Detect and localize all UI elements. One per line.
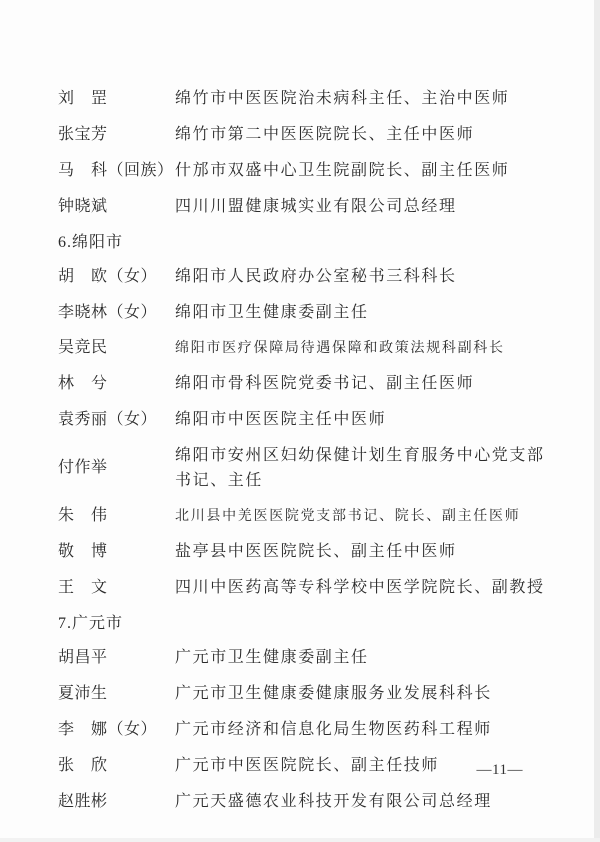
person-title: 广元市卫生健康委健康服务业发展科科长 (175, 685, 492, 702)
roster-row (58, 122, 548, 147)
roster-row (58, 789, 548, 814)
person-title: 绵竹市第二中医医院院长、主任中医师 (175, 126, 475, 143)
roster-row (58, 336, 548, 360)
person-name: 刘 罡 (58, 89, 108, 107)
person-name: 钟晓斌 (58, 197, 108, 215)
person-title: 绵阳市卫生健康委副主任 (175, 304, 369, 321)
section-heading: 7.广元市 (58, 615, 124, 632)
person-title: 广元天盛德农业科技开发有限公司总经理 (175, 793, 492, 810)
person-title: 绵阳市安州区妇幼保健计划生育服务中心党支部书记、主任 (175, 447, 545, 489)
person-title: 广元市经济和信息化局生物医药科工程师 (175, 721, 492, 738)
person-name: 李晓林（女） (58, 303, 158, 321)
roster-row (58, 717, 548, 742)
roster-row (58, 86, 548, 111)
roster-row (58, 194, 548, 219)
person-title: 什邡市双盛中心卫生院副院长、副主任医师 (175, 162, 510, 179)
person-title: 四川中医药高等专科学校中医学院院长、副教授 (175, 579, 545, 596)
person-name: 胡昌平 (58, 648, 108, 666)
roster-row (58, 158, 548, 183)
page-number: —11— (476, 762, 523, 778)
person-name: 朱 伟 (58, 507, 108, 524)
roster-row (58, 407, 548, 432)
person-title: 四川川盟健康城实业有限公司总经理 (175, 198, 457, 215)
person-title: 北川县中羌医医院党支部书记、院长、副主任医师 (175, 509, 521, 524)
roster-row (58, 504, 548, 528)
person-name: 张宝芳 (58, 125, 108, 143)
roster-row (58, 539, 548, 564)
person-title: 绵阳市骨科医院党委书记、副主任医师 (175, 375, 475, 392)
scan-edge-bottom (0, 838, 600, 842)
person-name: 赵胜彬 (58, 792, 108, 810)
person-name: 吴竞民 (58, 339, 108, 356)
person-name: 袁秀丽（女） (58, 410, 158, 428)
roster-row (58, 264, 548, 289)
person-name: 王 文 (58, 578, 108, 596)
section-heading: 6.绵阳市 (58, 234, 124, 251)
roster-row (58, 443, 548, 493)
person-title: 盐亭县中医医院院长、副主任中医师 (175, 543, 457, 560)
person-name: 张 欣 (58, 756, 108, 774)
roster-row (58, 645, 548, 670)
person-title: 绵阳市人民政府办公室秘书三科科长 (175, 268, 457, 285)
person-name: 胡 欧（女） (58, 267, 158, 285)
person-title: 广元市中医医院院长、副主任技师 (175, 757, 440, 774)
roster-row (58, 371, 548, 396)
person-title: 绵阳市中医医院主任中医师 (175, 411, 387, 428)
roster-list (58, 86, 548, 825)
person-name: 李 娜（女） (58, 720, 158, 738)
roster-row (58, 300, 548, 325)
scan-edge-right (594, 0, 600, 842)
person-name: 夏沛生 (58, 684, 108, 702)
person-name: 付作举 (58, 459, 108, 476)
roster-row (58, 681, 548, 706)
person-name: 马 科（回族） (58, 161, 174, 179)
roster-row (58, 753, 548, 778)
person-title: 绵竹市中医医院治未病科主任、主治中医师 (175, 90, 510, 107)
person-name: 敬 博 (58, 542, 108, 560)
person-name: 林 兮 (58, 374, 108, 392)
person-title: 绵阳市医疗保障局待遇保障和政策法规科副科长 (175, 341, 505, 356)
roster-row (58, 575, 548, 600)
person-title: 广元市卫生健康委副主任 (175, 649, 369, 666)
